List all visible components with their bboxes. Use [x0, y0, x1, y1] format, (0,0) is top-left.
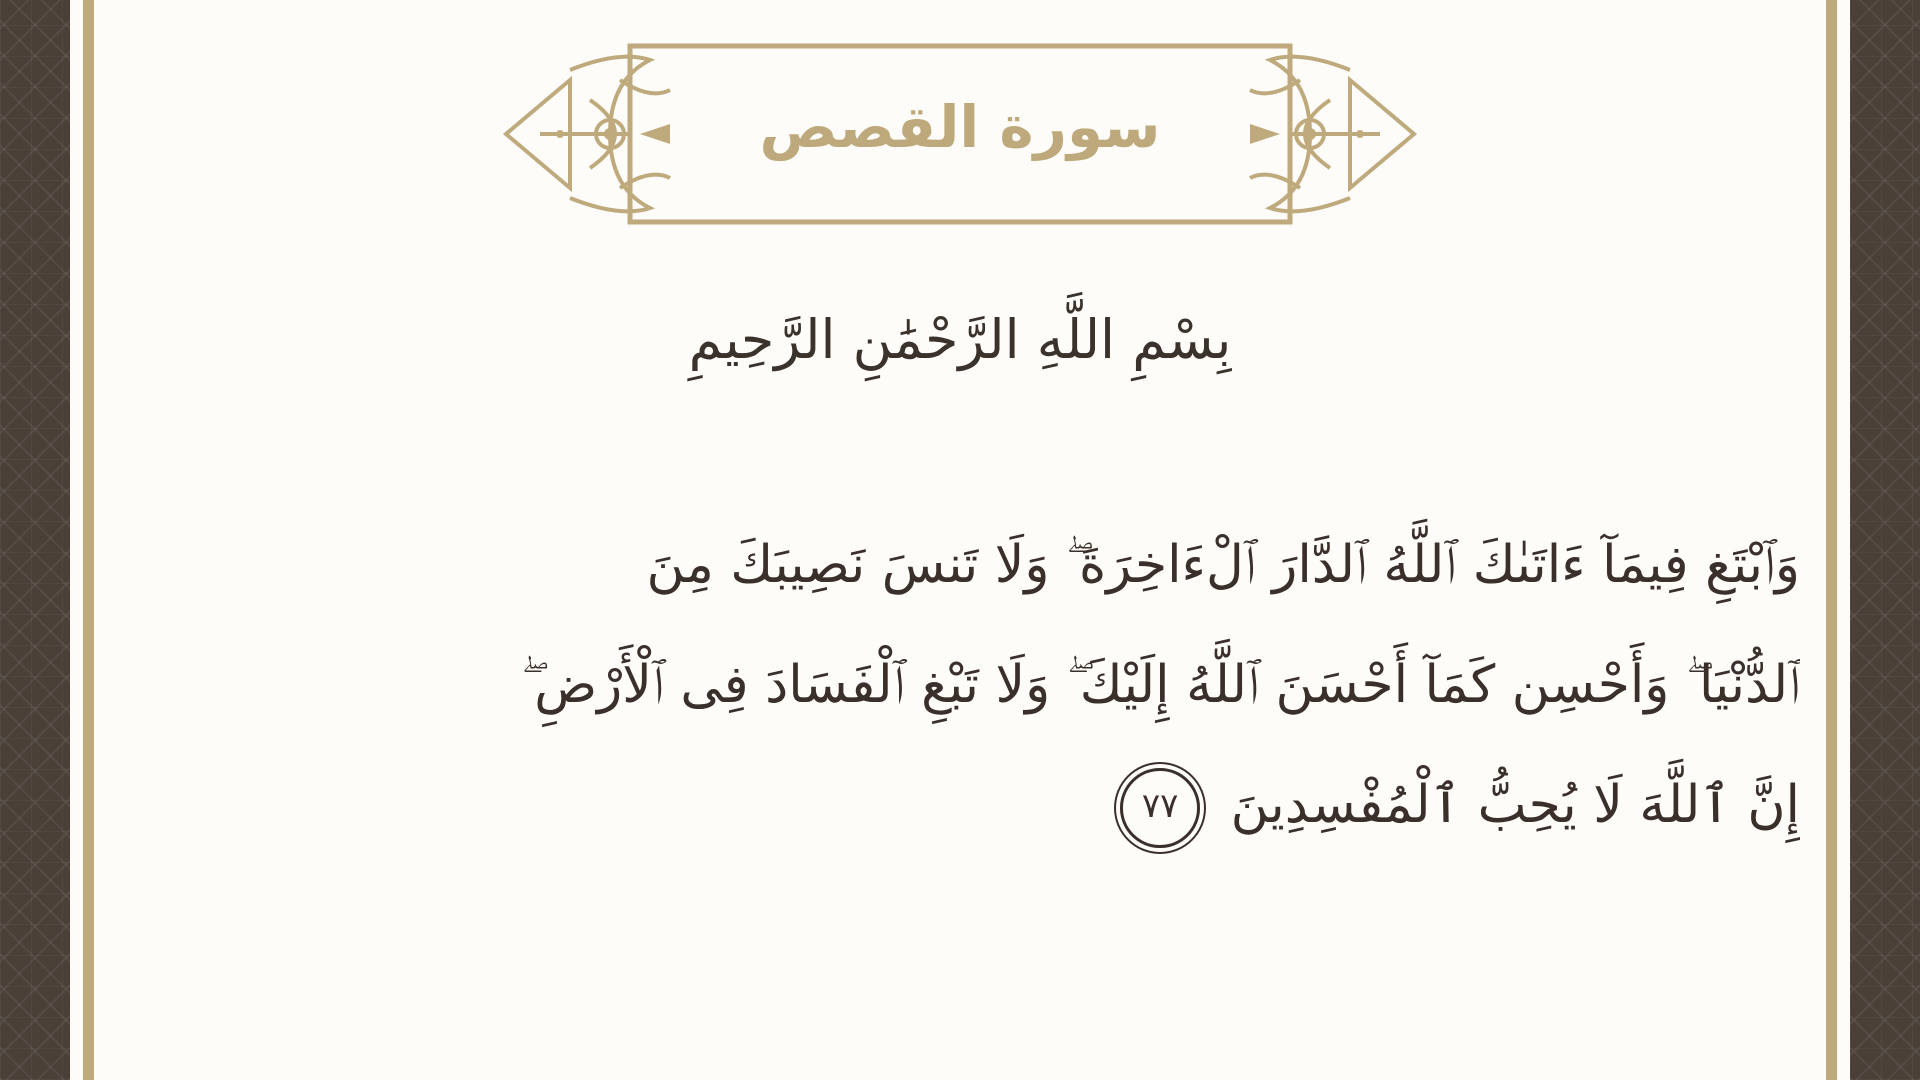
right-gold-rule: [1826, 0, 1837, 1080]
left-gold-rule: [83, 0, 94, 1080]
left-pattern-border: [0, 0, 70, 1080]
surah-header-banner: [500, 40, 1420, 230]
right-pattern-border: [1850, 0, 1920, 1080]
surah-title: سورة القصص: [759, 93, 1161, 161]
verse-line-3-text: إِنَّ ٱللَّهَ لَا يُحِبُّ ٱلْمُفْسِدِينَ: [1230, 775, 1800, 835]
verse-line-3: [180, 750, 1800, 870]
basmala: بِسْمِ اللَّهِ الرَّحْمَٰنِ الرَّحِيمِ: [688, 308, 1232, 371]
ayah-end-marker-icon: ٧٧: [1120, 768, 1200, 848]
verse-line-1: وَٱبْتَغِ فِيمَآ ءَاتَىٰكَ ٱللَّهُ ٱلدَّارَ ٱلْءَاخِرَةَ ۖ وَلَا تَنسَ نَصِيبَكَ مِنَ: [646, 535, 1800, 595]
verse-line-2: ٱلدُّنْيَا ۖ وَأَحْسِن كَمَآ أَحْسَنَ ٱللَّهُ إِلَيْكَ ۖ وَلَا تَبْغِ ٱلْفَسَادَ فِى ٱلْأَرْضِ ۖ: [521, 655, 1800, 715]
verse-text: [180, 510, 1800, 870]
